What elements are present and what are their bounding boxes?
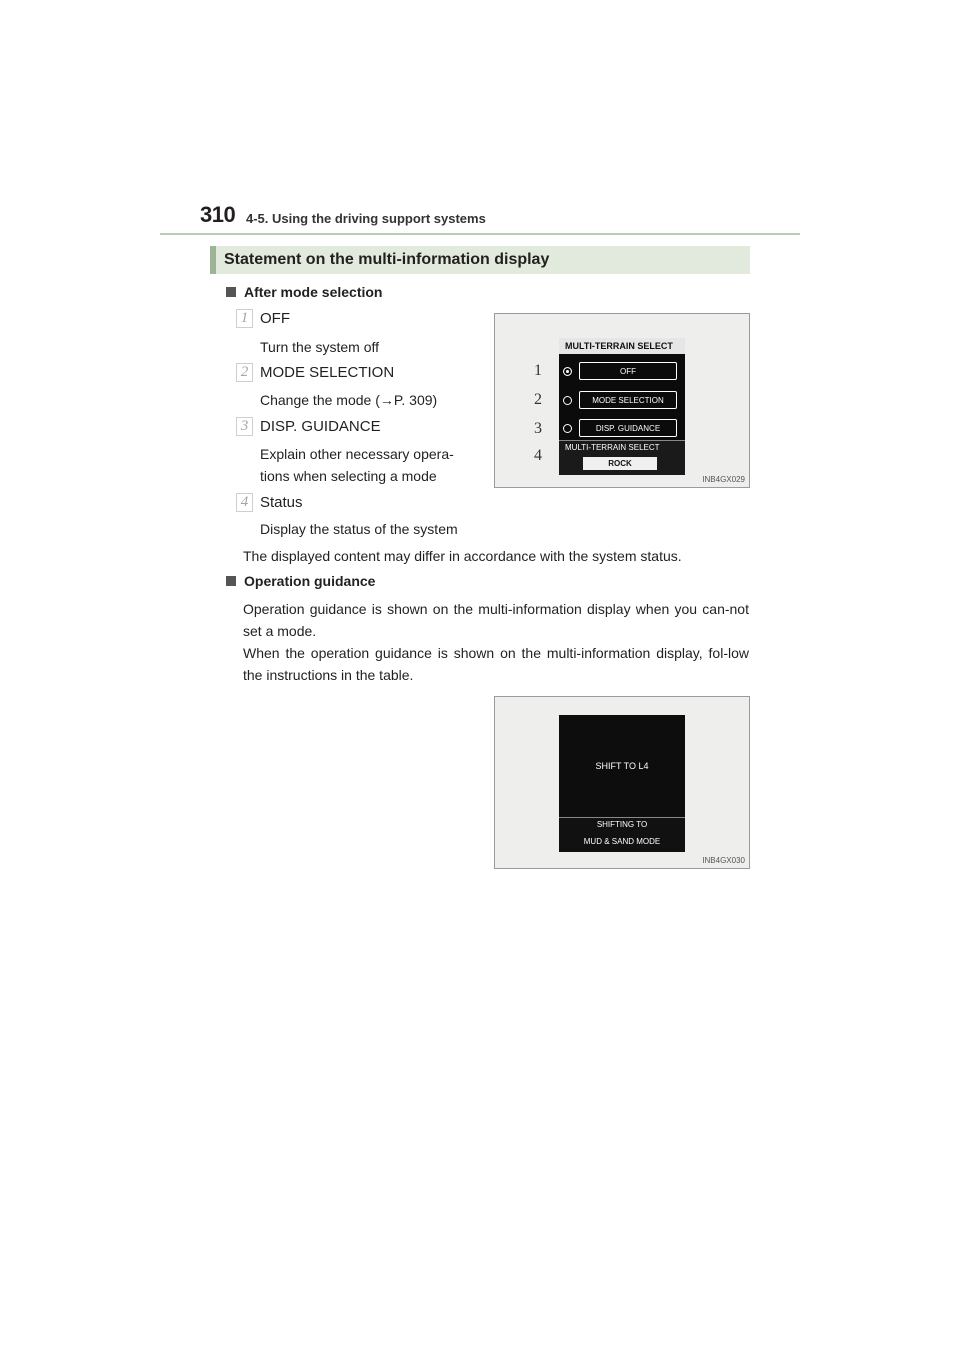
display-title: MULTI-TERRAIN SELECT <box>559 338 685 354</box>
menu-option-disp-guidance: DISP. GUIDANCE <box>579 419 677 437</box>
square-bullet-icon <box>226 576 236 586</box>
status-label: MULTI-TERRAIN SELECT <box>565 443 660 452</box>
square-bullet-icon <box>226 287 236 297</box>
callout-number: 1 <box>534 362 542 379</box>
guidance-status-line: MUD & SAND MODE <box>583 837 661 846</box>
paragraph: When the operation guidance is shown on the multi-information display, fol-low the instructions in the table. <box>243 645 749 683</box>
item-title: Status <box>260 494 303 511</box>
figure-code: INB4GX029 <box>702 475 745 484</box>
header-divider <box>160 233 800 235</box>
item-number: 2 <box>236 363 253 382</box>
radio-icon <box>563 396 572 405</box>
figure-code: INB4GX030 <box>702 856 745 865</box>
callout-number: 4 <box>534 447 542 464</box>
item-description: Change the mode (→P. 309) <box>260 392 438 408</box>
menu-option-mode-selection: MODE SELECTION <box>579 391 677 409</box>
radio-icon <box>563 424 572 433</box>
subhead-after-mode <box>226 284 382 300</box>
item-number: 4 <box>236 493 253 512</box>
item-number: 1 <box>236 309 253 328</box>
item-description: Turn the system off <box>260 339 380 355</box>
callout-number: 3 <box>534 420 542 437</box>
item-title: OFF <box>260 310 290 327</box>
item-number: 3 <box>236 417 253 436</box>
menu-option-off: OFF <box>579 362 677 380</box>
note-text: The displayed content may differ in accordance with the system status. <box>243 548 682 564</box>
subhead-operation-guidance <box>226 573 375 589</box>
guidance-status-line: SHIFTING TO <box>596 820 648 829</box>
subhead-operation-guidance-text: Operation guidance <box>244 573 376 589</box>
guidance-message: SHIFT TO L4 <box>595 761 649 771</box>
subhead-after-mode-text: After mode selection <box>244 284 383 300</box>
item-title: DISP. GUIDANCE <box>260 418 381 435</box>
item-description: Display the status of the system <box>260 521 458 537</box>
paragraph: Operation guidance is shown on the multi-information display when you can-not set a mode. <box>243 601 749 639</box>
page-number: 310 <box>200 202 236 227</box>
display-figure-multi-terrain <box>494 313 750 488</box>
item-title: MODE SELECTION <box>260 364 395 381</box>
section-title: 4-5. Using the driving support systems <box>246 211 486 226</box>
radio-selected-icon <box>563 367 572 376</box>
callout-number: 2 <box>534 391 542 408</box>
section-heading-text: Statement on the multi-information display <box>224 251 550 268</box>
status-value: ROCK <box>583 457 657 470</box>
item-description: Explain other necessary opera- tions when selecting a mode <box>260 446 454 484</box>
section-heading <box>210 246 750 274</box>
display-figure-operation-guidance <box>494 696 750 869</box>
